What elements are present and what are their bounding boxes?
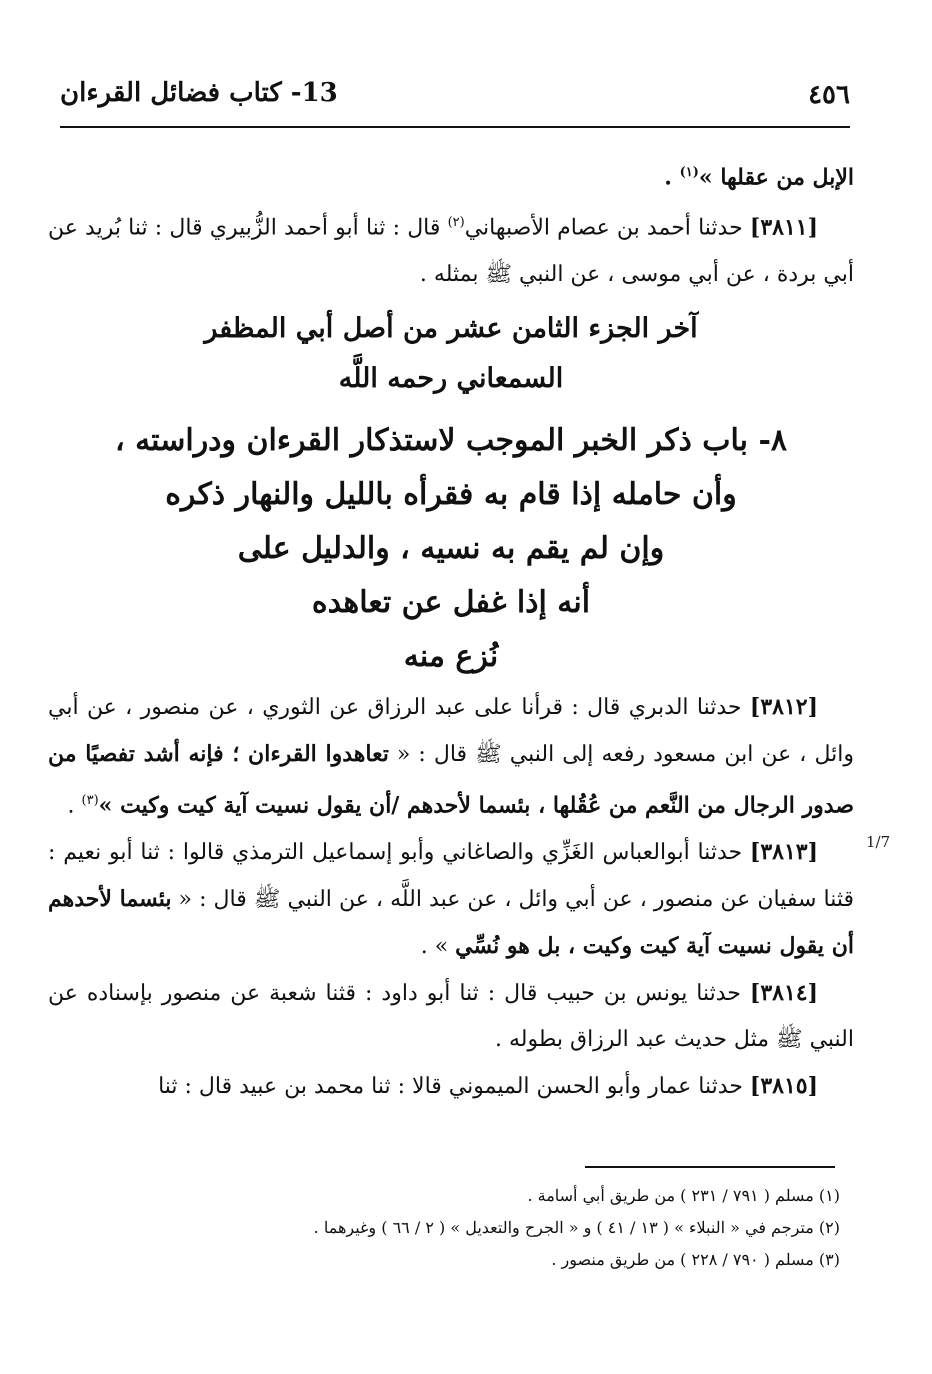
page-body <box>48 150 854 1110</box>
footnote-2: (٢) مترجم في « النبلاء » ( ١٣ / ٤١ ) و « الجرح والتعديل » ( ٢ / ٦٦ ) وغيرهما . <box>313 1218 840 1237</box>
hadith-3815: [٣٨١٥] حدثنا عمار وأبو الحسن الميموني قالا : ثنا محمد بن عبيد قال : ثنا <box>158 1072 818 1099</box>
hadith-3813: [٣٨١٣] حدثنا أبوالعباس الغَزِّي والصاغاني وأبو إسماعيل الترمذي قالوا : ثنا أبو نعيم : قثنا سفيان عن منصور ، عن أبي وائل ، عن عبد اللَّه ، عن النبي ﷺ قال : « بئسما لأحدهم أن يقول نسيت آية كيت وكيت ، بل هو نُسِّي » . <box>48 838 854 959</box>
hadith-number: [٣٨١٢] <box>749 693 818 720</box>
manuscript-folio-note: 1/7 <box>866 833 891 851</box>
footnote-ref: (١) <box>679 165 699 180</box>
footnotes <box>200 1180 840 1276</box>
hadith-3812: [٣٨١٢] حدثنا الدبري قال : قرأنا على عبد الرزاق عن الثوري ، عن منصور ، عن أبي وائل ، عن ابن مسعود رفعه إلى النبي ﷺ قال : « تعاهدوا القرءان ؛ فإنه أشد تفصيًا من صدور الرجال من النَّعم من عُقُلها ، بئسما لأحدهم /أن يقول نسيت آية كيت وكيت »$^{(٣)}$ . <box>48 693 854 818</box>
running-header <box>60 78 850 118</box>
chapter-heading-line-1: ٨- باب ذكر الخبر الموجب لاستذكار القرءان ودراسته ، <box>114 422 788 458</box>
hadith-3811: [٣٨١١] حدثنا أحمد بن عصام الأصبهاني$^{(٢)}$ قال : ثنا أبو أحمد الزُّبيري قال : ثنا بُريد عن أبي بردة ، عن أبي موسى ، عن النبي ﷺ بمثله . <box>48 214 854 287</box>
footnote-rule <box>585 1166 835 1168</box>
page-number: ٤٥٦ <box>808 80 850 110</box>
part-end-line-1: آخر الجزء الثامن عشر من أصل أبي المظفر <box>204 312 698 344</box>
chapter-heading-line-5: نُزع منه <box>403 638 499 674</box>
part-end-line-2: السمعاني رحمه اللَّه <box>338 362 564 394</box>
footnote-ref: (٢) <box>447 215 465 231</box>
hadith-number: [٣٨١٤] <box>749 979 818 1006</box>
footnote-ref: (٣) <box>81 792 99 808</box>
footnote-1: (١) مسلم ( ٧٩١ / ٢٣١ ) من طريق أبي أسامة . <box>527 1186 840 1205</box>
chapter-running-title: 13- كتاب فضائل القرءان <box>60 78 338 108</box>
header-rule <box>60 126 850 128</box>
footnote-3: (٣) مسلم ( ٧٩٠ / ٢٢٨ ) من طريق منصور . <box>551 1250 840 1269</box>
hadith-number: [٣٨١١] <box>749 214 818 241</box>
chapter-heading-line-3: وإن لم يقم به نسيه ، والدليل على <box>237 530 665 566</box>
hadith-number: [٣٨١٥] <box>749 1072 818 1099</box>
hadith-3814: [٣٨١٤] حدثنا يونس بن حبيب قال : ثنا أبو داود : قثنا شعبة عن منصور بإسناده عن النبي ﷺ مثل حديث عبد الرزاق بطوله . <box>48 979 854 1052</box>
hadith-number: [٣٨١٣] <box>749 838 818 865</box>
chapter-heading-line-2: وأن حامله إذا قام به فقرأه بالليل والنهار ذكره <box>165 476 737 512</box>
continuation-line: الإبل من عقلها »$^{(١)}$ . <box>664 164 854 191</box>
chapter-heading-line-4: أنه إذا غفل عن تعاهده <box>311 584 591 620</box>
